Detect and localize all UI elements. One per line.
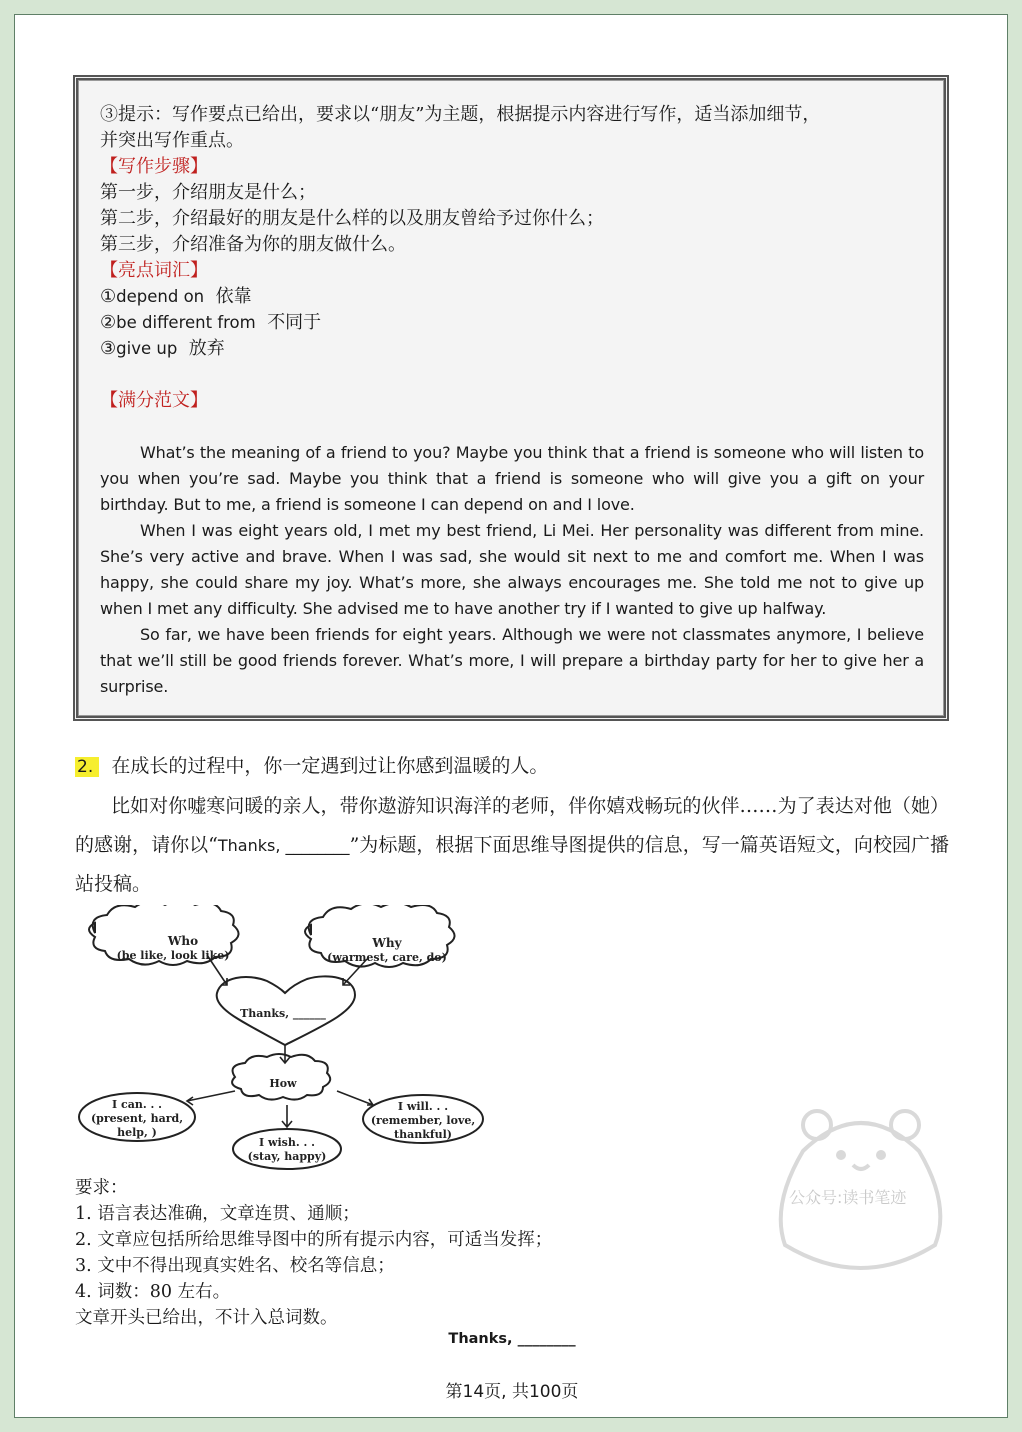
step-2: 第二步，介绍最好的朋友是什么样的以及朋友曾给予过你什么； [100,208,604,229]
watermark-text: 公众号:读书笔迹 [789,1188,907,1207]
question-line: 2. 在成长的过程中，你一定遇到过让你感到温暖的人。 [77,755,549,777]
will-sub: (remember, love, [370,1114,476,1127]
essay-paragraph: When I was eight years old, I met my best friend, Li Mei. Her personality was different from mine. She’s very active and brave. When I was sad, she would sit next to me and comfort me. When I was happy, she could share my joy. What’s more, she always encourages me. She told me not to give up when I met any difficulty. She advised me to have another try if I wanted to give up halfway. [100,521,924,618]
will-sub: thankful) [394,1128,452,1141]
requirement-item: 3. 文中不得出现真实姓名、校名等信息； [75,1256,395,1276]
steps-heading: 【写作步骤】 [100,156,208,177]
requirements [75,1175,775,1331]
can-sub: help, ) [117,1126,157,1139]
question-2 [75,747,949,904]
can-title: I can. . . [112,1098,162,1111]
why-sub: (warmest, care, do) [327,951,447,964]
requirement-item: 4. 词数：80 左右。 [75,1282,231,1302]
sample-heading: 【满分范文】 [100,390,208,411]
essay-paragraph: So far, we have been friends for eight years. Although we were not classmates anymore, I believe that we’ll still be good friends forever. What’s more, I will prepare a birthday party for her to give her a surprise. [100,625,924,696]
tip-line: ③提示：写作要点已给出，要求以“朋友”为主题，根据提示内容进行写作，适当添加细节， [100,104,821,125]
requirement-item: 1. 语言表达准确，文章连贯、通顺； [75,1204,360,1224]
question-number: 2. [75,757,99,777]
requirements-heading: 要求： [75,1178,128,1198]
vocab-item: ②be different from 不同于 [100,312,322,333]
step-3: 第三步，介绍准备为你的朋友做什么。 [100,234,406,255]
page-footer: 第14页, 共100页 [445,1382,579,1402]
who-sub: (be like, look like) [116,949,230,962]
will-title: I will. . . [397,1100,449,1113]
step-1: 第一步，介绍朋友是什么； [100,182,316,203]
sample-essay [100,440,924,700]
mind-map [75,905,495,1175]
how-title: How [269,1077,297,1090]
tip-line-2: 并突出写作重点。 [100,130,244,151]
can-sub: (present, hard, [90,1112,184,1125]
document-page [14,14,1008,1418]
wish-title: I wish. . . [259,1136,315,1149]
vocab-item: ③give up 放弃 [100,338,225,359]
why-title: Why [372,936,402,950]
vocab-item: ①depend on 依靠 [100,286,252,307]
arrow-can [187,1091,235,1105]
center-title: Thanks, ______ [240,1007,326,1020]
who-title: Who [167,934,199,948]
wish-oval [233,1129,341,1169]
essay-title: Thanks, ________ [448,1331,576,1347]
requirement-item: 2. 文章应包括所给思维导图中的所有提示内容，可适当发挥； [75,1230,553,1250]
question-paragraph: 比如对你嘘寒问暖的亲人，带你遨游知识海洋的老师，伴你嬉戏畅玩的伙伴……为了表达对他（她）的感谢，请你以“Thanks, ________”为标题，根据下面思维导图提供的信息，写一篇英语短文，向校园广播站投稿。 [75,795,950,895]
vocab-heading: 【亮点词汇】 [100,260,208,281]
requirements-note: 文章开头已给出，不计入总词数。 [75,1308,338,1328]
arrow-wish [282,1105,292,1127]
wish-sub: (stay, happy) [247,1150,327,1163]
essay-paragraph: What’s the meaning of a friend to you? Maybe you think that a friend is someone who will listen to you when you’re sad. Maybe you think that a friend is someone who will give you a gift on your birthday. But to me, a friend is someone I can depend on and I love. [100,443,924,514]
answer-box [73,75,949,721]
arrow-will [337,1091,373,1105]
